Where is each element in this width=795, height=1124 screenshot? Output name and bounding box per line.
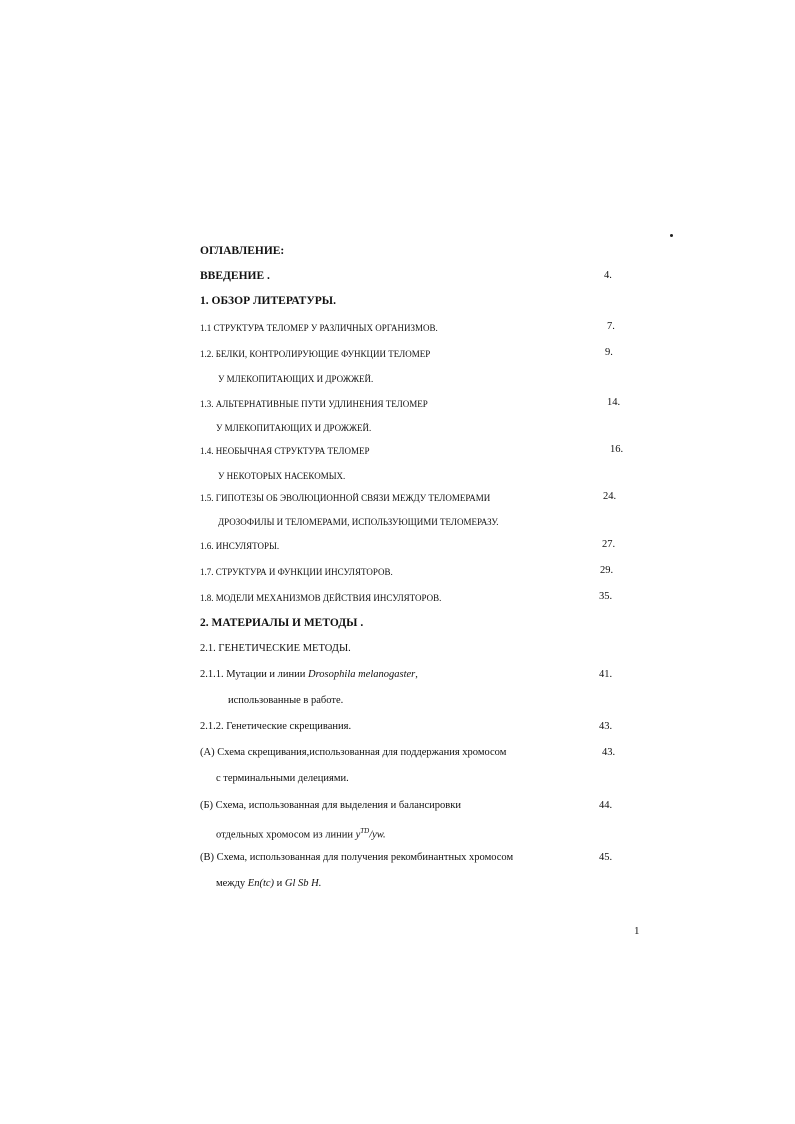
toc-entry-v-cont	[216, 877, 321, 891]
toc-page-num: 7.	[607, 321, 615, 332]
gene-name: /yw.	[369, 829, 386, 841]
toc-entry-2-1-1-cont: использованные в работе.	[228, 695, 344, 706]
toc-entry-2-1-1	[200, 668, 418, 682]
toc-entry-1-6: 1.6. ИНСУЛЯТОРЫ.	[200, 541, 280, 551]
gene-name: y	[355, 829, 361, 841]
toc-entry-2-1-2: 2.1.2. Генетические скрещивания.	[200, 721, 352, 732]
toc-entry-1-3: 1.3. АЛЬТЕРНАТИВНЫЕ ПУТИ УДЛИНЕНИЯ ТЕЛОМЕР	[200, 399, 428, 409]
toc-entry-1-4-cont: У НЕКОТОРЫХ НАСЕКОМЫХ.	[218, 471, 346, 481]
gene-name: En(tc)	[247, 878, 275, 889]
gene-name: Gl Sb H.	[284, 878, 322, 889]
species-name: Drosophila melanogaster	[308, 669, 416, 680]
entry-text: и	[274, 878, 285, 889]
toc-page-num: 16.	[610, 444, 624, 455]
toc-entry-1-2: 1.2. БЕЛКИ, КОНТРОЛИРУЮЩИЕ ФУНКЦИИ ТЕЛОМЕР	[200, 349, 431, 359]
toc-page-num: 4.	[604, 270, 612, 281]
toc-page-num: 27.	[602, 539, 616, 550]
toc-entry-1-7: 1.7. СТРУКТУРА И ФУНКЦИИ ИНСУЛЯТОРОВ.	[200, 567, 393, 577]
toc-page-num: 29.	[600, 565, 614, 576]
toc-entry-a-cont: с терминальными делециями.	[216, 773, 349, 784]
toc-entry-1-1: 1.1 СТРУКТУРА ТЕЛОМЕР У РАЗЛИЧНЫХ ОРГАНИЗМОВ.	[200, 323, 438, 333]
toc-entry-1-4: 1.4. НЕОБЫЧНАЯ СТРУКТУРА ТЕЛОМЕР	[200, 446, 370, 456]
superscript: TD	[360, 827, 370, 835]
toc-entry-1-3-cont: У МЛЕКОПИТАЮЩИХ И ДРОЖЖЕЙ.	[216, 423, 372, 433]
toc-page-num: 9.	[605, 347, 613, 358]
entry-text: отдельных хромосом из линии	[216, 829, 356, 841]
toc-page-num: 43.	[602, 747, 616, 758]
toc-entry-v: (В) Схема, использованная для получения рекомбинантных хромосом	[200, 852, 514, 863]
toc-entry-intro: ВВЕДЕНИЕ .	[200, 270, 270, 282]
entry-text: между	[216, 878, 248, 889]
entry-text: ,	[415, 669, 418, 680]
toc-entry-1-5-cont: ДРОЗОФИЛЫ И ТЕЛОМЕРАМИ, ИСПОЛЬЗУЮЩИМИ ТЕЛОМЕРАЗУ.	[218, 517, 499, 527]
toc-page-num: 24.	[603, 491, 617, 502]
entry-text: 2.1.1. Мутации и линии	[200, 669, 309, 680]
toc-section-2: 2. МАТЕРИАЛЫ И МЕТОДЫ .	[200, 617, 364, 629]
toc-section-1: 1. ОБЗОР ЛИТЕРАТУРЫ.	[200, 295, 336, 307]
page-number: 1	[634, 925, 640, 937]
toc-page-num: 14.	[607, 397, 621, 408]
toc-entry-1-5: 1.5. ГИПОТЕЗЫ ОБ ЭВОЛЮЦИОННОЙ СВЯЗИ МЕЖДУ ТЕЛОМЕРАМИ	[200, 493, 491, 503]
toc-page-num: 44.	[599, 800, 613, 811]
scan-speck	[670, 234, 673, 237]
toc-page-num: 35.	[599, 591, 613, 602]
toc-entry-1-8: 1.8. МОДЕЛИ МЕХАНИЗМОВ ДЕЙСТВИЯ ИНСУЛЯТОРОВ.	[200, 593, 442, 603]
toc-title: ОГЛАВЛЕНИЕ:	[200, 245, 285, 257]
toc-entry-b: (Б) Схема, использованная для выделения и балансировки	[200, 800, 461, 811]
toc-page-num: 45.	[599, 852, 613, 863]
toc-entry-1-2-cont: У МЛЕКОПИТАЮЩИХ И ДРОЖЖЕЙ.	[218, 374, 374, 384]
toc-entry-2-1: 2.1. ГЕНЕТИЧЕСКИЕ МЕТОДЫ.	[200, 643, 351, 654]
toc-page-num: 43.	[599, 721, 613, 732]
toc-entry-b-cont	[216, 824, 386, 843]
toc-page-num: 41.	[599, 669, 613, 680]
toc-entry-a: (А) Схема скрещивания,использованная для поддержания хромосом	[200, 747, 507, 758]
